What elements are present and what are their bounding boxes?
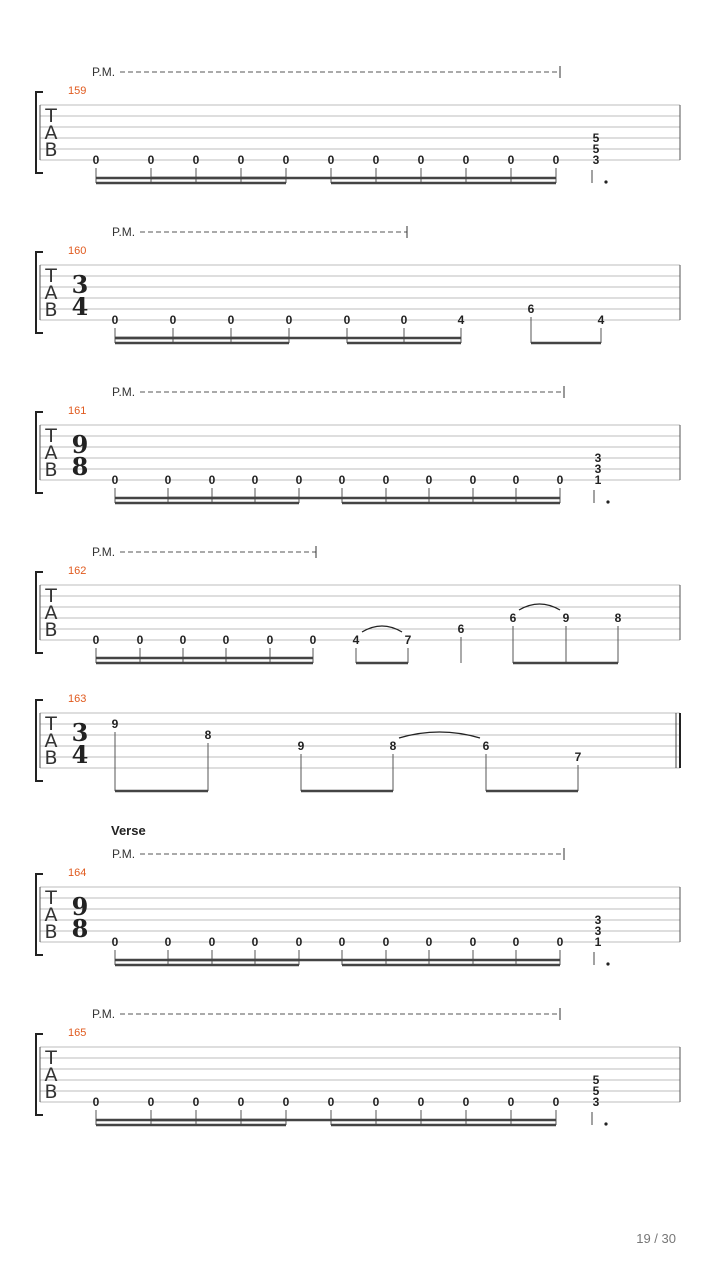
fret-number: 9 [111, 717, 119, 731]
measure-number: 163 [68, 693, 87, 705]
fret-number: 0 [338, 935, 346, 949]
fret-number: 0 [469, 935, 477, 949]
fret-number: 8 [389, 739, 397, 753]
fret-number: 0 [251, 473, 259, 487]
tab-system-159 [36, 65, 680, 184]
fret-number: 0 [400, 313, 408, 327]
tab-clef-letter: T [45, 713, 57, 735]
fret-number: 0 [417, 153, 425, 167]
fret-number: 9 [297, 739, 305, 753]
chord-fret-number: 3 [594, 462, 602, 476]
fret-number: 0 [192, 1095, 200, 1109]
fret-number: 0 [208, 473, 216, 487]
fret-number: 0 [111, 473, 119, 487]
staccato-dot [604, 1122, 607, 1125]
fret-number: 6 [457, 622, 465, 636]
fret-number: 9 [562, 611, 570, 625]
chord-fret-number: 3 [592, 1095, 600, 1109]
section-marker: Verse [111, 823, 146, 838]
fret-number: 0 [147, 1095, 155, 1109]
fret-number: 0 [327, 1095, 335, 1109]
fret-number: 0 [512, 473, 520, 487]
fret-number: 0 [147, 153, 155, 167]
measure-number: 162 [68, 565, 87, 577]
fret-number: 8 [204, 728, 212, 742]
time-signature-denominator: 4 [71, 292, 89, 321]
fret-number: 6 [509, 611, 517, 625]
fret-number: 0 [285, 313, 293, 327]
fret-number: 0 [164, 473, 172, 487]
fret-number: 0 [111, 935, 119, 949]
tab-clef-letter: T [45, 585, 57, 607]
tab-clef-letter: T [45, 105, 57, 127]
fret-number: 0 [382, 473, 390, 487]
measure-number: 161 [68, 405, 87, 417]
tab-clef-letter: B [44, 459, 58, 481]
fret-number: 0 [309, 633, 317, 647]
time-signature-denominator: 8 [71, 452, 89, 481]
chord-fret-number: 3 [594, 924, 602, 938]
fret-number: 0 [92, 153, 100, 167]
chord-fret-number: 3 [592, 153, 600, 167]
time-signature-numerator: 3 [71, 270, 89, 299]
fret-number: 0 [338, 473, 346, 487]
fret-number: 0 [282, 1095, 290, 1109]
fret-number: 0 [208, 935, 216, 949]
fret-number: 4 [597, 313, 605, 327]
fret-number: 0 [192, 153, 200, 167]
fret-number: 0 [92, 633, 100, 647]
time-signature-denominator: 4 [71, 740, 89, 769]
fret-number: 0 [372, 153, 380, 167]
tab-clef-letter: A [44, 730, 58, 752]
fret-number: 0 [556, 935, 564, 949]
fret-number: 0 [343, 313, 351, 327]
fret-number: 0 [372, 1095, 380, 1109]
fret-number: 0 [227, 313, 235, 327]
palm-mute-label: P.M. [92, 545, 116, 559]
page-number: 19 / 30 [636, 1231, 676, 1246]
chord-fret-number: 5 [592, 131, 600, 145]
palm-mute-label: P.M. [92, 65, 116, 79]
tab-system-160 [36, 225, 680, 343]
staccato-dot [606, 962, 609, 965]
tab-system-164 [36, 823, 680, 966]
palm-mute-label: P.M. [112, 385, 136, 399]
fret-number: 0 [237, 1095, 245, 1109]
time-signature-numerator: 9 [71, 430, 89, 459]
measure-number: 164 [68, 867, 87, 879]
fret-number: 6 [527, 302, 535, 316]
fret-number: 0 [552, 1095, 560, 1109]
fret-number: 4 [457, 313, 465, 327]
staccato-dot [606, 500, 609, 503]
fret-number: 0 [295, 473, 303, 487]
tab-clef-letter: A [44, 1064, 58, 1086]
tab-system-163 [36, 693, 680, 791]
tab-clef-letter: A [44, 904, 58, 926]
fret-number: 0 [507, 153, 515, 167]
time-signature-numerator: 3 [71, 718, 89, 747]
fret-number: 8 [614, 611, 622, 625]
fret-number: 0 [462, 153, 470, 167]
fret-number: 0 [251, 935, 259, 949]
tab-system-162 [36, 545, 680, 663]
fret-number: 0 [507, 1095, 515, 1109]
tab-clef-letter: B [44, 747, 58, 769]
fret-number: 0 [295, 935, 303, 949]
fret-number: 7 [404, 633, 412, 647]
tab-clef-letter: A [44, 602, 58, 624]
fret-number: 0 [512, 935, 520, 949]
chord-fret-number: 5 [592, 1084, 600, 1098]
tab-system-165 [36, 1007, 680, 1126]
chord-fret-number: 1 [594, 473, 602, 487]
fret-number: 0 [266, 633, 274, 647]
staccato-dot [604, 180, 607, 183]
tab-clef-letter: B [44, 1081, 58, 1103]
chord-fret-number: 3 [594, 451, 602, 465]
fret-number: 6 [482, 739, 490, 753]
palm-mute-label: P.M. [112, 847, 136, 861]
fret-number: 0 [556, 473, 564, 487]
tab-clef-letter: A [44, 122, 58, 144]
fret-number: 0 [425, 935, 433, 949]
tab-clef-letter: B [44, 139, 58, 161]
fret-number: 0 [92, 1095, 100, 1109]
fret-number: 0 [425, 473, 433, 487]
tab-clef-letter: B [44, 619, 58, 641]
fret-number: 0 [382, 935, 390, 949]
measure-number: 165 [68, 1027, 87, 1039]
fret-number: 0 [327, 153, 335, 167]
fret-number: 0 [417, 1095, 425, 1109]
tab-clef-letter: T [45, 425, 57, 447]
fret-number: 0 [136, 633, 144, 647]
fret-number: 0 [169, 313, 177, 327]
fret-number: 0 [179, 633, 187, 647]
fret-number: 0 [462, 1095, 470, 1109]
tab-clef-letter: T [45, 1047, 57, 1069]
chord-fret-number: 5 [592, 1073, 600, 1087]
tab-clef-letter: A [44, 442, 58, 464]
fret-number: 0 [237, 153, 245, 167]
fret-number: 4 [352, 633, 360, 647]
time-signature-denominator: 8 [71, 914, 89, 943]
tab-clef-letter: T [45, 265, 57, 287]
measure-number: 160 [68, 245, 87, 257]
fret-number: 0 [282, 153, 290, 167]
measure-number: 159 [68, 85, 87, 97]
fret-number: 0 [552, 153, 560, 167]
tab-clef-letter: A [44, 282, 58, 304]
fret-number: 0 [111, 313, 119, 327]
fret-number: 0 [469, 473, 477, 487]
fret-number: 7 [574, 750, 582, 764]
palm-mute-label: P.M. [112, 225, 136, 239]
time-signature-numerator: 9 [71, 892, 89, 921]
chord-fret-number: 1 [594, 935, 602, 949]
palm-mute-label: P.M. [92, 1007, 116, 1021]
tab-clef-letter: T [45, 887, 57, 909]
fret-number: 0 [164, 935, 172, 949]
chord-fret-number: 5 [592, 142, 600, 156]
chord-fret-number: 3 [594, 913, 602, 927]
fret-number: 0 [222, 633, 230, 647]
tab-clef-letter: B [44, 299, 58, 321]
tab-system-161 [36, 385, 680, 504]
tab-clef-letter: B [44, 921, 58, 943]
